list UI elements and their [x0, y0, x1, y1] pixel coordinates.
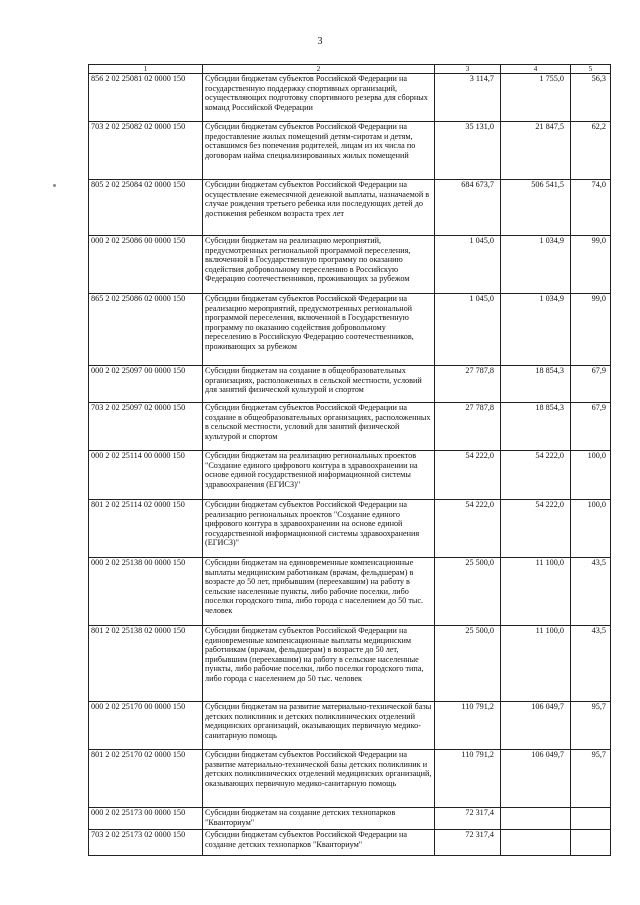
cell-pct: 43,5 [571, 626, 611, 702]
cell-desc: Субсидии бюджетам субъектов Российской Федерации на предоставление жилых помещений детям-сиротам и детям, оставшимся без попечения родителей, лицам из их числа по договорам найма специализированных жилых помещений [203, 122, 435, 180]
cell-desc: Субсидии бюджетам на реализацию мероприятий, предусмотренных региональной программой переселения, включенной в Государственную программу по оказанию содействия добровольному переселению в Российскую Федерацию соотечественников, проживающих за рубежом [203, 236, 435, 294]
cell-code: 703 2 02 25097 02 0000 150 [89, 403, 203, 451]
cell-plan: 72 317,4 [435, 830, 501, 856]
cell-fact: 1 755,0 [501, 74, 571, 122]
cell-plan: 25 500,0 [435, 558, 501, 626]
cell-code: 000 2 02 25097 00 0000 150 [89, 366, 203, 403]
table-row [89, 451, 611, 500]
cell-code: 801 2 02 25114 02 0000 150 [89, 500, 203, 558]
cell-plan: 54 222,0 [435, 500, 501, 558]
cell-code: 703 2 02 25173 02 0000 150 [89, 830, 203, 856]
scan-speck [53, 184, 56, 187]
cell-code: 000 2 02 25173 00 0000 150 [89, 808, 203, 830]
cell-fact: 506 541,5 [501, 180, 571, 236]
cell-fact [501, 808, 571, 830]
cell-pct: 95,7 [571, 750, 611, 808]
cell-fact: 18 854,3 [501, 403, 571, 451]
budget-table [88, 64, 611, 856]
cell-code: 000 2 02 25170 00 0000 150 [89, 702, 203, 750]
cell-plan: 35 131,0 [435, 122, 501, 180]
table-row [89, 750, 611, 808]
table-row [89, 808, 611, 830]
table-row [89, 236, 611, 294]
cell-desc: Субсидии бюджетам субъектов Российской Федерации на реализацию региональных проектов "Создание единого цифрового контура в здравоохранении на основе единой государственной информационной системы здравоохранения (ЕГИСЗ)" [203, 500, 435, 558]
cell-pct: 100,0 [571, 500, 611, 558]
cell-pct: 99,0 [571, 236, 611, 294]
cell-code: 000 2 02 25114 00 0000 150 [89, 451, 203, 500]
column-number: 5 [571, 65, 611, 74]
cell-desc: Субсидии бюджетам на единовременные компенсационные выплаты медицинским работникам (врачам, фельдшерам) в возрасте до 50 лет, прибывшим (переехавшим) на работу в сельские населенные пункты, либо рабочие поселки, либо поселки городского типа, либо города с населением до 50 тыс. человек [203, 558, 435, 626]
cell-plan: 72 317,4 [435, 808, 501, 830]
cell-pct: 67,9 [571, 403, 611, 451]
cell-pct: 43,5 [571, 558, 611, 626]
table-row [89, 558, 611, 626]
cell-plan: 27 787,8 [435, 403, 501, 451]
cell-pct: 74,0 [571, 180, 611, 236]
cell-code: 805 2 02 25084 02 0000 150 [89, 180, 203, 236]
cell-pct: 100,0 [571, 451, 611, 500]
cell-desc: Субсидии бюджетам на реализацию региональных проектов "Создание единого цифрового контура в здравоохранении на основе единой государственной информационной системы здравоохранения (ЕГИСЗ)" [203, 451, 435, 500]
column-number: 3 [435, 65, 501, 74]
table-row [89, 830, 611, 856]
cell-pct: 56,3 [571, 74, 611, 122]
cell-fact: 11 100,0 [501, 558, 571, 626]
cell-fact: 21 847,5 [501, 122, 571, 180]
cell-fact: 106 049,7 [501, 702, 571, 750]
cell-desc: Субсидии бюджетам субъектов Российской Федерации на создание в общеобразовательных организациях, расположенных в сельской местности, условий для занятий физической культурой и спортом [203, 403, 435, 451]
table-row [89, 74, 611, 122]
cell-desc: Субсидии бюджетам субъектов Российской Федерации на государственную поддержку спортивных организаций, осуществляющих подготовку спортивного резерва для сборных команд Российской Федерации [203, 74, 435, 122]
table-row [89, 294, 611, 366]
table-row [89, 122, 611, 180]
column-number: 2 [203, 65, 435, 74]
cell-pct: 95,7 [571, 702, 611, 750]
cell-desc: Субсидии бюджетам субъектов Российской Федерации на создание детских технопарков "Кванториум" [203, 830, 435, 856]
cell-fact: 11 100,0 [501, 626, 571, 702]
table-row [89, 702, 611, 750]
table-row [89, 366, 611, 403]
table-row [89, 403, 611, 451]
cell-plan: 3 114,7 [435, 74, 501, 122]
cell-code: 703 2 02 25082 02 0000 150 [89, 122, 203, 180]
column-number: 1 [89, 65, 203, 74]
cell-plan: 110 791,2 [435, 750, 501, 808]
column-number-row [89, 65, 611, 74]
cell-plan: 684 673,7 [435, 180, 501, 236]
cell-fact: 1 034,9 [501, 236, 571, 294]
cell-pct: 62,2 [571, 122, 611, 180]
cell-fact: 106 049,7 [501, 750, 571, 808]
table-row [89, 180, 611, 236]
cell-plan: 27 787,8 [435, 366, 501, 403]
table-row [89, 626, 611, 702]
cell-desc: Субсидии бюджетам субъектов Российской Федерации на развитие материально-технической базы детских поликлиник и детских поликлинических отделений медицинских организаций, оказывающих первичную медико-санитарную помощь [203, 750, 435, 808]
cell-fact: 54 222,0 [501, 451, 571, 500]
cell-fact [501, 830, 571, 856]
cell-desc: Субсидии бюджетам субъектов Российской Федерации на реализацию мероприятий, предусмотренных региональной программой переселения, включенной в Государственную программу по оказанию содействия добровольному переселению в Российскую Федерацию соотечественников, проживающих за рубежом [203, 294, 435, 366]
cell-code: 000 2 02 25086 00 0000 150 [89, 236, 203, 294]
cell-plan: 54 222,0 [435, 451, 501, 500]
cell-code: 801 2 02 25170 02 0000 150 [89, 750, 203, 808]
cell-desc: Субсидии бюджетам на создание в общеобразовательных организациях, расположенных в сельской местности, условий для занятий физической культурой и спортом [203, 366, 435, 403]
cell-code: 856 2 02 25081 02 0000 150 [89, 74, 203, 122]
cell-plan: 110 791,2 [435, 702, 501, 750]
cell-pct [571, 808, 611, 830]
cell-pct: 67,9 [571, 366, 611, 403]
page-number: 3 [317, 36, 323, 47]
cell-pct: 99,0 [571, 294, 611, 366]
cell-fact: 54 222,0 [501, 500, 571, 558]
cell-desc: Субсидии бюджетам субъектов Российской Федерации на осуществление ежемесячной денежной выплаты, назначаемой в случае рождения третьего ребенка или последующих детей до достижения ребенком возраста трех лет [203, 180, 435, 236]
cell-code: 865 2 02 25086 02 0000 150 [89, 294, 203, 366]
cell-plan: 1 045,0 [435, 294, 501, 366]
cell-fact: 18 854,3 [501, 366, 571, 403]
cell-plan: 1 045,0 [435, 236, 501, 294]
cell-code: 801 2 02 25138 02 0000 150 [89, 626, 203, 702]
cell-code: 000 2 02 25138 00 0000 150 [89, 558, 203, 626]
cell-fact: 1 034,9 [501, 294, 571, 366]
cell-plan: 25 500,0 [435, 626, 501, 702]
table-row [89, 500, 611, 558]
cell-desc: Субсидии бюджетам субъектов Российской Федерации на единовременные компенсационные выплаты медицинским работникам (врачам, фельдшерам) в возрасте до 50 лет, прибывшим (переехавшим) на работу в сельские населенные пункты, либо рабочие поселки, либо поселки городского типа, либо города с населением до 50 тыс. человек [203, 626, 435, 702]
cell-pct [571, 830, 611, 856]
cell-desc: Субсидии бюджетам на развитие материально-технической базы детских поликлиник и детских поликлинических отделений медицинских организаций, оказывающих первичную медико-санитарную помощь [203, 702, 435, 750]
column-number: 4 [501, 65, 571, 74]
cell-desc: Субсидии бюджетам на создание детских технопарков "Кванториум" [203, 808, 435, 830]
